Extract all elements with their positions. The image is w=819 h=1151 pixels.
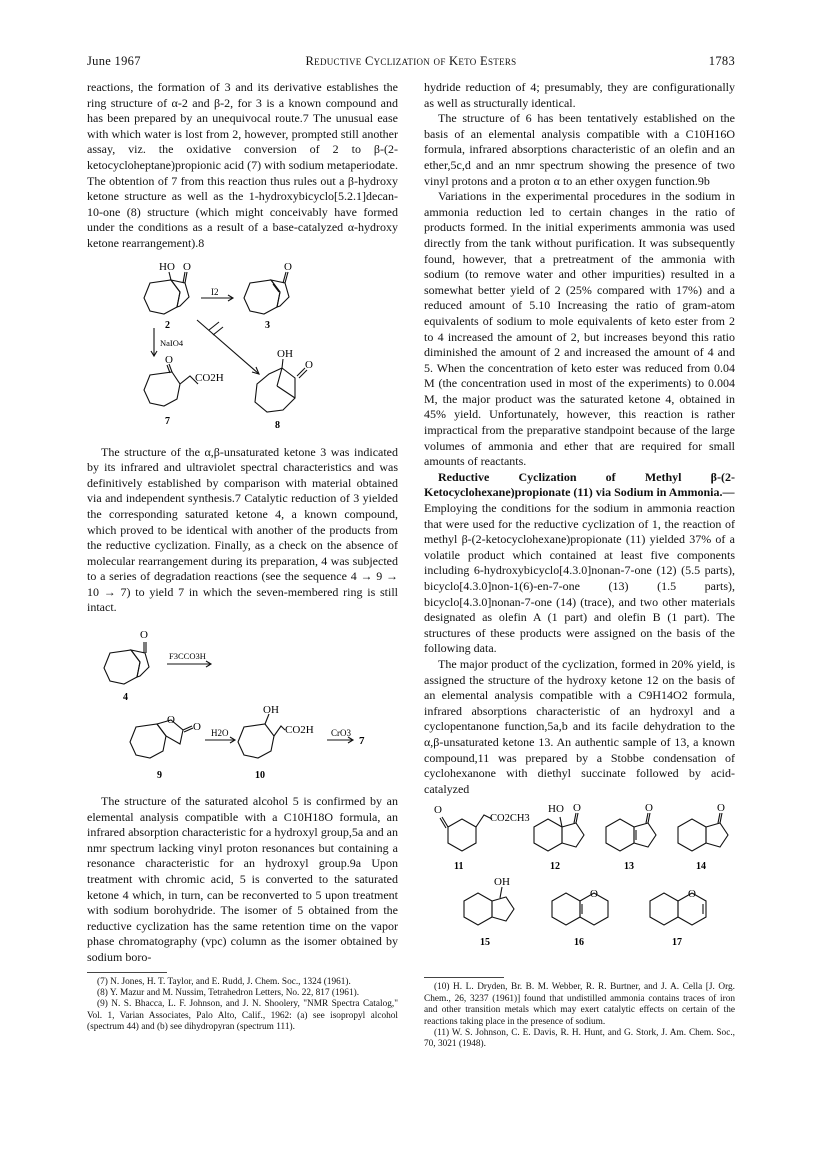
compound-number: 9 bbox=[157, 770, 162, 782]
reagent-naio4: NaIO4 bbox=[160, 337, 184, 348]
reagent-h2o: H2O bbox=[211, 728, 229, 739]
compound-number: 12 bbox=[550, 861, 560, 873]
compound-number: 11 bbox=[454, 861, 464, 873]
footnote: (11) W. S. Johnson, C. E. Davis, R. H. Hunt, and G. Stork, J. Am. Chem. Soc., 70, 3021 (1948). bbox=[424, 1027, 735, 1050]
footnote: (8) Y. Mazur and M. Nussim, Tetrahedron Letters, No. 22, 817 (1961). bbox=[97, 988, 360, 998]
page-number: 1783 bbox=[708, 54, 735, 68]
label-o: O bbox=[183, 260, 191, 273]
compound-number: 3 bbox=[265, 319, 270, 331]
paragraph: The structure of 6 has been tentatively established on the basis of an elemental analysis compatible with a C10H16O formula, infrared absorptions characteristic of an olefin and an ether,5c,d and an nmr spectrum showing the presence of two vinyl protons and a proton α to an ether oxygen function.9b bbox=[424, 111, 735, 188]
paragraph: The major product of the cyclization, formed in 20% yield, is assigned the structure of the hydroxy ketone 12 on the basis of an elemental analysis compatible with a C9H14O2 formula, infrared absorptions characteristic of an hydroxyl and a cyclopentanone function,5a,b and its facile dehydration to the α,β-unsaturated ketone 13. An authentic sample of 13, a known compound,11 was prepared by a Stobbe condensation of cyclohexanone with diethyl succinate followed by acid-catalyzed bbox=[424, 656, 735, 796]
compound-number: 7 bbox=[165, 415, 170, 427]
label-co2h: CO2H bbox=[285, 724, 314, 737]
reagent-cro3: CrO3 bbox=[331, 728, 351, 739]
compound-number: 15 bbox=[480, 937, 490, 949]
label-co2ch3: CO2CH3 bbox=[490, 813, 530, 825]
compound-number: 7 bbox=[359, 735, 365, 748]
compound-number: 4 bbox=[123, 692, 128, 704]
label-o: O bbox=[165, 353, 173, 366]
footnote-rule bbox=[87, 972, 167, 973]
header-title: Reductive Cyclization of Keto Esters bbox=[305, 54, 517, 68]
scheme-3 bbox=[424, 801, 735, 971]
right-column bbox=[424, 80, 735, 1051]
compound-number: 13 bbox=[624, 861, 634, 873]
label-o: O bbox=[645, 802, 653, 815]
left-column bbox=[87, 80, 398, 1034]
paragraph: Employing the conditions for the sodium in ammonia reaction that were used for the reductive cyclization of 1, the reaction of methyl β-(2-ketocyclohexane)propionate (11) yielded 37% of a volatile product which contained at least five components including 6-hydroxybicyclo[4.3.0]nonan-7-one (12) (5.5 parts), bicyclo[4.3.0]non-1(6)-en-7-one (13) (1.5 parts), bicyclo[4.3.0]nonan-7-one (14) (trace), and two other materials designated as olefin A (1 part) and olefin B (1 part). The structures of these products were assigned on the basis of the following data. bbox=[424, 501, 735, 656]
paragraph: Variations in the experimental procedures in the sodium in ammonia reduction led to certain changes in the ratio of products formed. In the initial experiments ammonia was used directly from the tank without purification. It was subsequently found, however, that a pretreatment of the ammonia with sodium (to remove water and other impurities) resulted in a somewhat better yield of 2 (25% compared with 17%) and a reduced amount of 5.10 Increasing the ratio of gram-atom equivalents of sodium to mole equivalents of keto ester from 2 to 4 increased the amount of 2, but increases beyond this ratio diminished the amount of 2 and increased the amount of 4 and 5. When the concentration of keto ester was reduced from 0.04 M (the concentration used in most of the experiments) to 0.004 M, the major product was the saturated ketone 4, obtained in 45% yield. Unfortunately, however, this reaction is rather impractical from the preparative standpoint because of the large volumes of ammonia and ether that are required for small amounts of reactants. bbox=[424, 189, 735, 469]
label-o: O bbox=[573, 802, 581, 815]
header-date: June 1967 bbox=[87, 54, 141, 68]
footnote-rule bbox=[424, 977, 504, 978]
label-oh: OH bbox=[263, 704, 279, 717]
reagent-i2: I2 bbox=[211, 286, 219, 297]
paragraph: hydride reduction of 4; presumably, they are configurationally as well as structurally identical. bbox=[424, 80, 735, 110]
compound-number: 17 bbox=[672, 937, 682, 949]
label-oh: OH bbox=[277, 347, 293, 360]
label-o: O bbox=[167, 714, 175, 727]
label-o: O bbox=[688, 888, 696, 901]
scheme-2 bbox=[87, 620, 398, 790]
paragraph: The structure of the saturated alcohol 5 is confirmed by an elemental analysis compatible with a C10H18O formula, an infrared absorption characteristic for a hydroxyl group,5a and an nmr spectrum lacking vinyl proton resonances but containing a resonance characteristic for an hydroxyl group.9a Upon treatment with chromic acid, 5 is converted to the saturated ketone 4 which, in turn, can be reconverted to 5 upon treatment with sodium borohydride. The isomer of 5 obtained from the reductive cyclization has the same retention time on the vapor phase chromatography (vpc) column as the isomer obtained by sodium boro- bbox=[87, 794, 398, 964]
label-ho: HO bbox=[159, 260, 175, 273]
label-o: O bbox=[305, 358, 313, 371]
compound-number: 8 bbox=[275, 419, 280, 431]
paragraph: reactions, the formation of 3 and its derivative establishes the ring structure of α-2 and β-2, for 3 is a known compound and has been prepared by an unequivocal route.7 The unusual ease with which water is lost from 2, however, prompted still another assay, viz. the oxidative conversion of 2 to β-(2-ketocycloheptane)propionic acid (7) with sodium metaperiodate. The obtention of 7 from this reaction thus rules out a β-hydroxy ketone structure as well as the 1-hydroxybicyclo[5.2.1]decan-10-one (8) structure (which might conceivably have formed under the conditions as a result of a base-catalyzed α-hydroxy ketone rearrangement).8 bbox=[87, 80, 398, 250]
compound-number: 2 bbox=[165, 319, 170, 331]
footnotes bbox=[424, 982, 735, 1050]
compound-number: 16 bbox=[574, 937, 584, 949]
label-o: O bbox=[590, 888, 598, 901]
label-ho: HO bbox=[548, 803, 564, 816]
label-oh: OH bbox=[494, 876, 510, 889]
section-heading: Reductive Cyclization of Methyl β-(2-Ketocyclohexane)propionate (11) via Sodium in Ammonia.— bbox=[424, 469, 735, 500]
reagent-f3cco3h: F3CCO3H bbox=[169, 651, 206, 662]
footnote: (9) N. S. Bhacca, L. F. Johnson, and J. N. Shoolery, "NMR Spectra Catalog," Vol. 1, Varian Associates, Palo Alto, Calif., 1962: (a) see isopropyl alcohol (spectrum 44) and (b) see dihydropyran (spectrum 111). bbox=[87, 999, 398, 1033]
label-o: O bbox=[284, 260, 292, 273]
label-o: O bbox=[140, 629, 148, 642]
footnotes bbox=[87, 977, 398, 1034]
footnote: (10) H. L. Dryden, Br. B. M. Webber, R. R. Burtner, and J. A. Cella [J. Org. Chem., 26, 3237 (1961)] found that undistilled ammonia contains traces of iron and other transition metals which may exert catalytic effects on certain of the reactions taking place in the presence of sodium. bbox=[424, 982, 735, 1027]
footnote: (7) N. Jones, H. T. Taylor, and E. Rudd, J. Chem. Soc., 1324 (1961). bbox=[97, 976, 351, 987]
compound-number: 14 bbox=[696, 861, 706, 873]
paragraph: The structure of the α,β-unsaturated ketone 3 was indicated by its infrared and ultraviolet spectral characteristics and was definitively established by comparison with material obtained via and independent synthesis.7 Catalytic reduction of 3 yielded the corresponding saturated ketone 4, a known compound, which proved to be identical with another of the products from the reductive cyclization. Finally, as a check on the absence of molecular rearrangement during its preparation, 4 was subjected to a series of degradation reactions (see the sequence 4 → 9 → 10 → 7) to yield 7 in which the seven-membered ring is still intact. bbox=[87, 444, 398, 615]
label-o: O bbox=[434, 804, 442, 817]
running-header bbox=[87, 54, 735, 72]
label-co2h: CO2H bbox=[195, 371, 224, 384]
label-o: O bbox=[717, 802, 725, 815]
compound-number: 10 bbox=[255, 770, 265, 782]
scheme-1 bbox=[87, 256, 398, 441]
label-o: O bbox=[193, 721, 201, 734]
